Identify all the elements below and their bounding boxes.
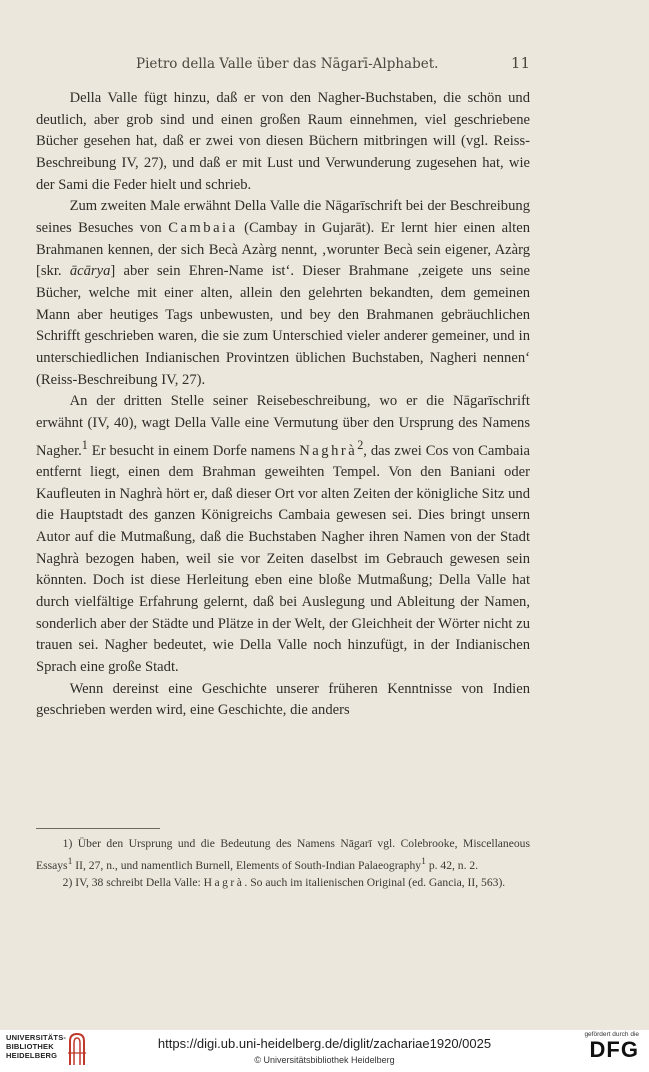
body-text: Della Valle fügt hinzu, daß er von den Nagher-Buchstaben, die schön und deutlich, aber grob sind und einen großen Raum einnehmen, viel geschriebene Bücher gesehen hat, daß er zwei von diesen Büchern mitbringen will (vgl. Reiss-Beschreibung IV, 27), und daß er mit Lust und Verwunderung zugesehen hat, wie der Sami die Feder hielt und schrieb. — [36, 90, 530, 193]
body-text: ] aber sein Ehren-Name ist‘. Dieser Brahmane ‚zeigete uns seine Bücher, welche mit einer alten, allein den gelehrten bekandten, dem gemeinen Mann aber heutiges Tags unbewusten, und bey den Brahmanen gebräuchlichen Schrifft geschrieben waren, die sie zum Unterschied vieler anderer gemeiner, und in unterschiedlichen Indianischen Provintzen üblichen Buchstaben, Nagheri nennen‘ (Reiss-Beschreibung IV, 27). — [36, 263, 531, 388]
body-text: Zum zweiten Male erwähnt Della Valle die Nāgarīschrift bei der Beschreibung seines Besuches von — [36, 198, 530, 236]
footnote-text: II, 27, n., und namentlich Burnell, Elements of South-Indian Palaeography — [72, 858, 422, 872]
body-italic-text: ācārya — [69, 263, 111, 280]
footnote-spaced-text: Hagrà — [203, 876, 245, 890]
body-paragraph — [36, 391, 530, 678]
body-paragraph — [36, 679, 530, 722]
running-title: Pietro della Valle über das Nāgarī-Alphabet. — [136, 56, 439, 72]
page-number: 11 — [510, 54, 530, 72]
footnote-text: 1) Über den Ursprung und die Bedeutung des Namens Nāgarī vgl. Colebrooke, Miscellaneous Essays — [36, 837, 530, 872]
footnote-marker: 1 — [421, 855, 426, 867]
body-text: , das zwei Cos von Cambaia entfernt liegt, einen dem Brahman geweihten Tempel. Von den Baniani oder Kaufleuten in Naghrà hört er, daß dieser Ort vor alten Zeiten der königliche Sitz und die Hauptstadt des ganzen Königreichs Cambaia gewesen sei. Dies bringt unsern Autor auf die Mutmaßung, daß die Buchstaben Nagher ihren Namen von der Stadt Naghrà bezogen haben, weil sie vor Zeiten daselbst im Gebrauch gewesen sein könnten. Doch ist diese Herleitung eben eine bloße Mutmaßung; Della Valle hat durch vielfältige Erfahrung gelernt, daß bei Auslegung und Ableitung der Namen, sonderlich aber der Städte und Plätze in der Welt, der Gleichheit der Wörter nicht zu trauen sei. Nagher bedeutet, wie Della Valle noch hinzufügt, in der Indianischen Sprach eine große Stadt. — [36, 442, 530, 675]
copyright-notice: © Universitätsbibliothek Heidelberg — [254, 1055, 395, 1065]
dfg-logo: DFG — [589, 1037, 639, 1062]
footnote-rule — [36, 828, 160, 829]
footnotes — [36, 835, 530, 892]
footnote-marker: 2 — [357, 437, 364, 452]
body-paragraph — [36, 196, 530, 391]
body-text: Er besucht in einem Dorfe namens — [87, 442, 300, 459]
body-text: Wenn dereinst eine Geschichte unserer früheren Kenntnisse von Indien geschrieben werden wird, eine Geschichte, die anders — [36, 680, 530, 719]
footnote-paragraph — [36, 835, 530, 874]
body-text: An der dritten Stelle seiner Reisebeschreibung, wo er die Nāgarīschrift erwähnt (IV, 40), wagt Della Valle eine Vermutung über den Ursprung des Namens Nagher. — [36, 393, 530, 459]
footnote-text: 2) IV, 38 schreibt Della Valle: — [62, 876, 204, 890]
body-text: (Cambay in Gujarāt). Er lernt hier einen alten Brahmanen kennen, der sich Becà Azàrg nennt, ‚worunter Becà sein eigener, Azàrg [skr. — [36, 219, 530, 280]
citation-url[interactable]: https://digi.ub.uni-heidelberg.de/diglit/zachariae1920/0025 — [157, 1036, 492, 1051]
body-paragraph — [36, 88, 530, 196]
footnote-paragraph — [36, 874, 530, 892]
footnote-marker: 1 — [81, 437, 88, 452]
footnote-text: . So auch im italienischen Original (ed. Gancia, II, 563). — [244, 876, 506, 890]
dfg-funding — [569, 1031, 639, 1062]
body-text — [36, 88, 530, 722]
footnote-marker: 1 — [67, 855, 73, 867]
funding-note: gefördert durch die — [584, 1031, 639, 1038]
body-spaced-text: Cambaia — [168, 219, 238, 236]
library-name: UNIVERSITÄTS- BIBLIOTHEK HEIDELBERG — [6, 1033, 67, 1060]
viewer-footer — [0, 1030, 649, 1072]
body-spaced-text: Naghrà — [299, 442, 358, 459]
footnote-text: p. 42, n. 2. — [425, 858, 479, 872]
